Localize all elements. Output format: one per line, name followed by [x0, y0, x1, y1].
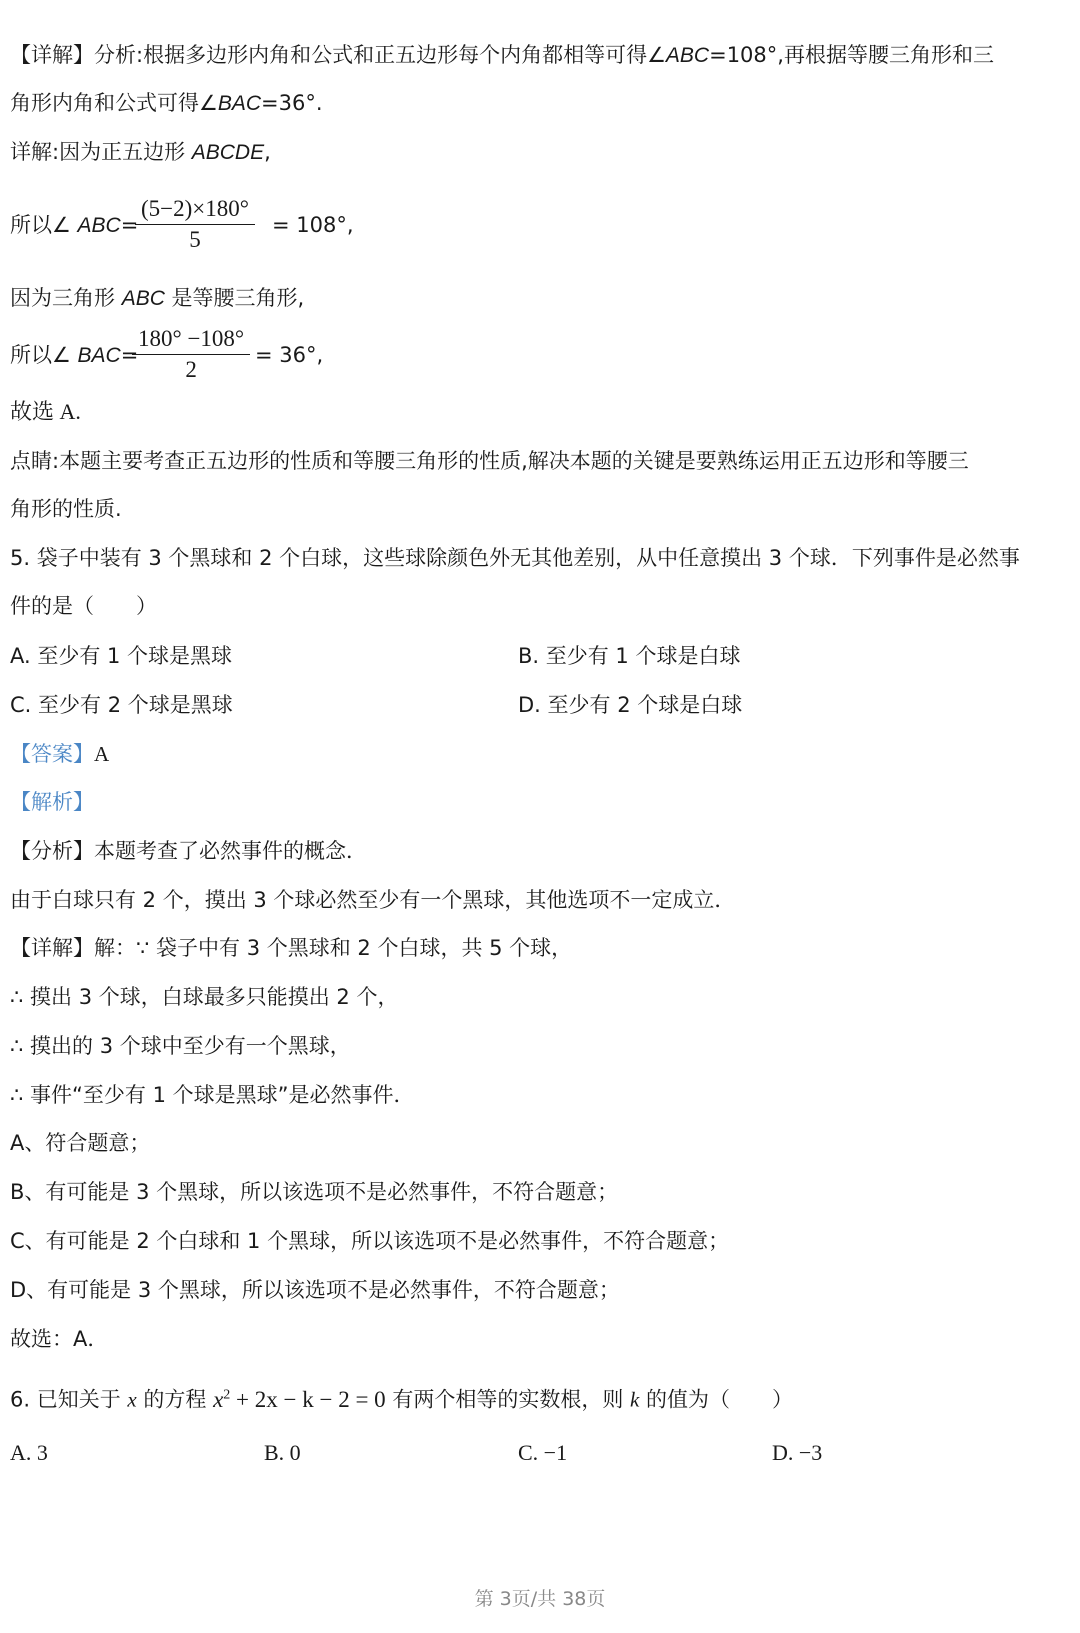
q5-line-8: C、有可能是 2 个白球和 1 个黑球，所以该选项不是必然事件，不符合题意； — [10, 1229, 730, 1253]
question-5-line-1: 5. 袋子中装有 3 个黑球和 2 个白球，这些球除颜色外无其他差别，从中任意摸出 3 个球．下列事件是必然事 — [10, 546, 1020, 570]
q5-option-b: B. 至少有 1 个球是白球 — [518, 644, 741, 668]
question-5-line-2: 件的是（ ） — [10, 594, 157, 618]
tip-line-1: 点睛:本题主要考查正五边形的性质和等腰三角形的性质,解决本题的关键是要熟练运用正五边形和等腰三 — [10, 449, 969, 473]
page-footer: 第 3页/共 38页 — [474, 1588, 606, 1610]
question-6: 6. 已知关于 x 的方程 $x^2 + 2x - k - 2 = 0$ 有两个相等的实数根，则 k 的值为（ ） — [10, 1386, 794, 1412]
q6-option-b: B. 0 — [264, 1440, 301, 1465]
fraction-2: 180° −108° 2 — [132, 324, 250, 385]
detail-tag: 【详解】 — [10, 43, 94, 67]
fraction-line-2-label: 所以∠ BAC= — [10, 343, 139, 367]
analysis-line-1: 【详解】分析:根据多边形内角和公式和正五边形每个内角都相等可得∠ABC=108°,再根据等腰三角形和三 — [10, 43, 994, 67]
q5-line-0: 【分析】本题考查了必然事件的概念． — [10, 839, 367, 863]
q5-line-9: D、有可能是 3 个黑球，所以该选项不是必然事件，不符合题意； — [10, 1278, 620, 1302]
choose-a-1: 故选 A. — [10, 399, 81, 424]
q5-line-5: ∴ 事件“至少有 1 个球是黑球”是必然事件． — [10, 1083, 415, 1107]
q5-line-10: 故选：A． — [10, 1327, 109, 1351]
equation: $x^2 + 2x - k - 2 = 0$ — [213, 1386, 386, 1412]
q5-line-7: B、有可能是 3 个黑球，所以该选项不是必然事件，不符合题意； — [10, 1180, 619, 1204]
q5-line-2: 【详解】解：∵ 袋子中有 3 个黑球和 2 个白球，共 5 个球， — [10, 936, 573, 960]
tip-line-2: 角形的性质. — [10, 497, 122, 521]
isosceles-line: 因为三角形 ABC 是等腰三角形, — [10, 286, 305, 310]
fraction-line-1-label: 所以∠ ABC= — [10, 213, 139, 237]
q5-answer: 【答案】A — [10, 742, 110, 766]
q5-analysis-tag: 【解析】 — [10, 790, 94, 814]
fraction-1-result: = 108°, — [272, 213, 354, 237]
q6-option-c: C. −1 — [518, 1440, 568, 1465]
q5-line-6: A、符合题意； — [10, 1131, 151, 1155]
detail-line: 详解:因为正五边形 ABCDE, — [10, 140, 271, 164]
analysis-line-2: 角形内角和公式可得∠BAC=36°. — [10, 91, 323, 115]
q5-option-c: C. 至少有 2 个球是黑球 — [10, 693, 233, 717]
fraction-2-result: = 36°, — [255, 343, 324, 367]
q6-option-a: A. 3 — [10, 1440, 48, 1465]
answer-tag: 【答案】 — [10, 742, 94, 766]
q5-option-d: D. 至少有 2 个球是白球 — [518, 693, 743, 717]
q5-line-1: 由于白球只有 2 个，摸出 3 个球必然至少有一个黑球，其他选项不一定成立． — [10, 888, 736, 912]
q5-option-a: A. 至少有 1 个球是黑球 — [10, 644, 233, 668]
q5-line-4: ∴ 摸出的 3 个球中至少有一个黑球， — [10, 1034, 351, 1058]
fraction-1: (5−2)×180° 5 — [135, 194, 255, 255]
q5-line-3: ∴ 摸出 3 个球，白球最多只能摸出 2 个， — [10, 985, 399, 1009]
q6-option-d: D. −3 — [772, 1440, 823, 1465]
